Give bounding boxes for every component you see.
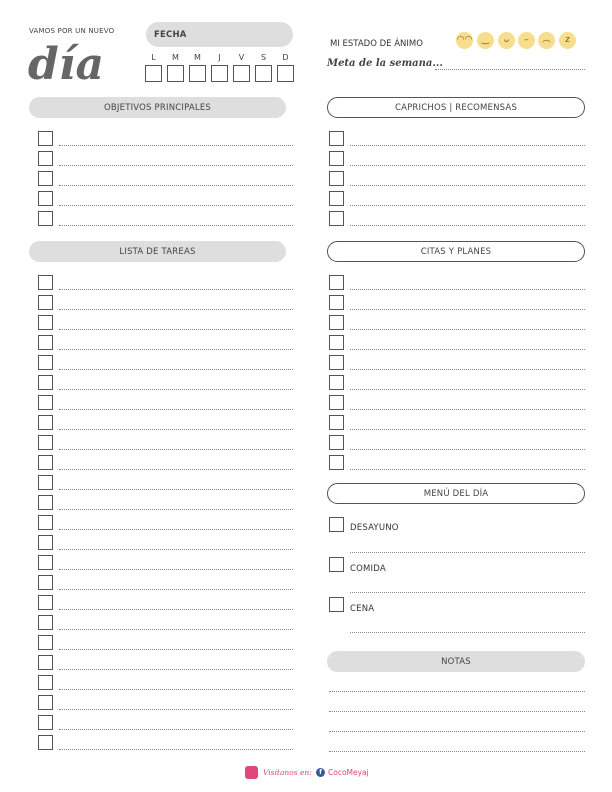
desayuno-checkbox[interactable]: [329, 517, 344, 532]
tarea-line[interactable]: [59, 629, 293, 630]
tarea-line[interactable]: [59, 689, 293, 690]
header-subtitle: VAMOS POR UN NUEVO: [29, 27, 115, 35]
tarea-line[interactable]: [59, 309, 293, 310]
cita-checkbox[interactable]: [329, 395, 344, 410]
tarea-line[interactable]: [59, 509, 293, 510]
tareas-header: LISTA DE TAREAS: [29, 241, 286, 262]
capricho-checkbox[interactable]: [329, 211, 344, 226]
tarea-line[interactable]: [59, 429, 293, 430]
tarea-line[interactable]: [59, 449, 293, 450]
tarea-checkbox[interactable]: [38, 455, 53, 470]
tarea-line[interactable]: [59, 349, 293, 350]
tarea-checkbox[interactable]: [38, 275, 53, 290]
tarea-checkbox[interactable]: [38, 435, 53, 450]
capricho-line[interactable]: [350, 205, 585, 206]
capricho-line[interactable]: [350, 225, 585, 226]
tarea-line[interactable]: [59, 409, 293, 410]
tarea-line[interactable]: [59, 569, 293, 570]
page-title: día: [28, 39, 104, 90]
tarea-line[interactable]: [59, 289, 293, 290]
objetivo-line[interactable]: [59, 145, 293, 146]
weekday-checkbox[interactable]: [189, 65, 206, 82]
tarea-line[interactable]: [59, 729, 293, 730]
weekday-checkbox[interactable]: [255, 65, 272, 82]
tarea-line[interactable]: [59, 589, 293, 590]
capricho-line[interactable]: [350, 145, 585, 146]
capricho-checkbox[interactable]: [329, 131, 344, 146]
tarea-line[interactable]: [59, 709, 293, 710]
weekday-label: S: [260, 53, 267, 62]
cena-checkbox[interactable]: [329, 597, 344, 612]
smile-face-icon[interactable]: ‿: [477, 32, 494, 49]
capricho-checkbox[interactable]: [329, 191, 344, 206]
fecha-label: FECHA: [154, 29, 187, 40]
capricho-line[interactable]: [350, 165, 585, 166]
cita-checkbox[interactable]: [329, 455, 344, 470]
tarea-checkbox[interactable]: [38, 675, 53, 690]
footer-handle[interactable]: CocoMeyaj: [328, 768, 369, 777]
weekday-checkbox[interactable]: [167, 65, 184, 82]
objetivo-checkbox[interactable]: [38, 171, 53, 186]
tarea-line[interactable]: [59, 529, 293, 530]
tarea-checkbox[interactable]: [38, 735, 53, 750]
objetivos-header: OBJETIVOS PRINCIPALES: [29, 97, 286, 118]
cita-checkbox[interactable]: [329, 355, 344, 370]
caprichos-header: CAPRICHOS | RECOMENSAS: [327, 97, 585, 118]
desayuno-line[interactable]: [350, 552, 585, 553]
tarea-checkbox[interactable]: [38, 715, 53, 730]
cita-checkbox[interactable]: [329, 335, 344, 350]
tarea-checkbox[interactable]: [38, 335, 53, 350]
cita-line[interactable]: [350, 469, 585, 470]
weekday-label: M: [172, 53, 179, 62]
cita-checkbox[interactable]: [329, 375, 344, 390]
tarea-checkbox[interactable]: [38, 655, 53, 670]
tarea-line[interactable]: [59, 749, 293, 750]
notas-header: NOTAS: [327, 651, 585, 672]
notas-line[interactable]: [329, 711, 585, 712]
objetivo-line[interactable]: [59, 205, 293, 206]
capricho-checkbox[interactable]: [329, 151, 344, 166]
objetivo-checkbox[interactable]: [38, 191, 53, 206]
tarea-line[interactable]: [59, 489, 293, 490]
menu-header: MENÚ DEL DÍA: [327, 483, 585, 504]
happy-face-icon[interactable]: ◠◠: [456, 32, 473, 49]
tarea-checkbox[interactable]: [38, 515, 53, 530]
tarea-checkbox[interactable]: [38, 535, 53, 550]
tarea-line[interactable]: [59, 469, 293, 470]
weekday-label: L: [151, 53, 156, 62]
cita-checkbox[interactable]: [329, 295, 344, 310]
mood-label: MI ESTADO DE ÁNIMO: [330, 39, 423, 49]
tarea-line[interactable]: [59, 609, 293, 610]
footer-text: Visítanos en:: [263, 768, 312, 777]
tarea-line[interactable]: [59, 649, 293, 650]
weekday-checkbox[interactable]: [277, 65, 294, 82]
tarea-checkbox[interactable]: [38, 375, 53, 390]
brand-logo-icon: [245, 766, 258, 779]
tarea-checkbox[interactable]: [38, 395, 53, 410]
tarea-checkbox[interactable]: [38, 595, 53, 610]
meta-label: Meta de la semana...: [327, 58, 443, 69]
tarea-checkbox[interactable]: [38, 295, 53, 310]
cita-line[interactable]: [350, 449, 585, 450]
weekday-label: J: [218, 53, 221, 62]
weekday-label: D: [282, 53, 289, 62]
neutral-face-icon[interactable]: –: [518, 32, 535, 49]
cita-checkbox[interactable]: [329, 435, 344, 450]
capricho-checkbox[interactable]: [329, 171, 344, 186]
objetivo-checkbox[interactable]: [38, 131, 53, 146]
tarea-line[interactable]: [59, 329, 293, 330]
cena-line[interactable]: [350, 632, 585, 633]
objetivo-line[interactable]: [59, 225, 293, 226]
grin-face-icon[interactable]: ᴗ: [498, 32, 515, 49]
weekday-label: M: [194, 53, 201, 62]
notas-line[interactable]: [329, 691, 585, 692]
tarea-checkbox[interactable]: [38, 315, 53, 330]
sad-face-icon[interactable]: ︵: [538, 32, 555, 49]
cita-line[interactable]: [350, 329, 585, 330]
weekday-checkbox[interactable]: [233, 65, 250, 82]
comida-line[interactable]: [350, 592, 585, 593]
cita-line[interactable]: [350, 389, 585, 390]
objetivo-line[interactable]: [59, 165, 293, 166]
tarea-checkbox[interactable]: [38, 355, 53, 370]
capricho-line[interactable]: [350, 185, 585, 186]
tarea-line[interactable]: [59, 389, 293, 390]
cita-checkbox[interactable]: [329, 415, 344, 430]
cita-checkbox[interactable]: [329, 275, 344, 290]
cita-line[interactable]: [350, 409, 585, 410]
sleepy-face-icon[interactable]: z: [559, 32, 576, 49]
tarea-checkbox[interactable]: [38, 615, 53, 630]
tarea-checkbox[interactable]: [38, 555, 53, 570]
facebook-icon[interactable]: f: [316, 768, 325, 777]
tarea-line[interactable]: [59, 669, 293, 670]
fecha-field[interactable]: [146, 22, 293, 47]
meta-line[interactable]: [435, 69, 585, 70]
cena-label: CENA: [350, 604, 375, 614]
tarea-checkbox[interactable]: [38, 415, 53, 430]
tarea-checkbox[interactable]: [38, 635, 53, 650]
comida-label: COMIDA: [350, 564, 386, 574]
comida-checkbox[interactable]: [329, 557, 344, 572]
notas-line[interactable]: [329, 751, 585, 752]
objetivo-line[interactable]: [59, 185, 293, 186]
weekday-checkbox[interactable]: [211, 65, 228, 82]
notas-line[interactable]: [329, 731, 585, 732]
objetivo-checkbox[interactable]: [38, 151, 53, 166]
desayuno-label: DESAYUNO: [350, 523, 399, 533]
cita-line[interactable]: [350, 369, 585, 370]
weekday-checkbox[interactable]: [145, 65, 162, 82]
objetivo-checkbox[interactable]: [38, 211, 53, 226]
cita-checkbox[interactable]: [329, 315, 344, 330]
cita-line[interactable]: [350, 289, 585, 290]
cita-line[interactable]: [350, 309, 585, 310]
citas-header: CITAS Y PLANES: [327, 241, 585, 262]
tarea-line[interactable]: [59, 369, 293, 370]
tarea-checkbox[interactable]: [38, 475, 53, 490]
cita-line[interactable]: [350, 349, 585, 350]
weekday-label: V: [238, 53, 245, 62]
tarea-checkbox[interactable]: [38, 575, 53, 590]
tarea-line[interactable]: [59, 549, 293, 550]
tarea-checkbox[interactable]: [38, 695, 53, 710]
tarea-checkbox[interactable]: [38, 495, 53, 510]
cita-line[interactable]: [350, 429, 585, 430]
